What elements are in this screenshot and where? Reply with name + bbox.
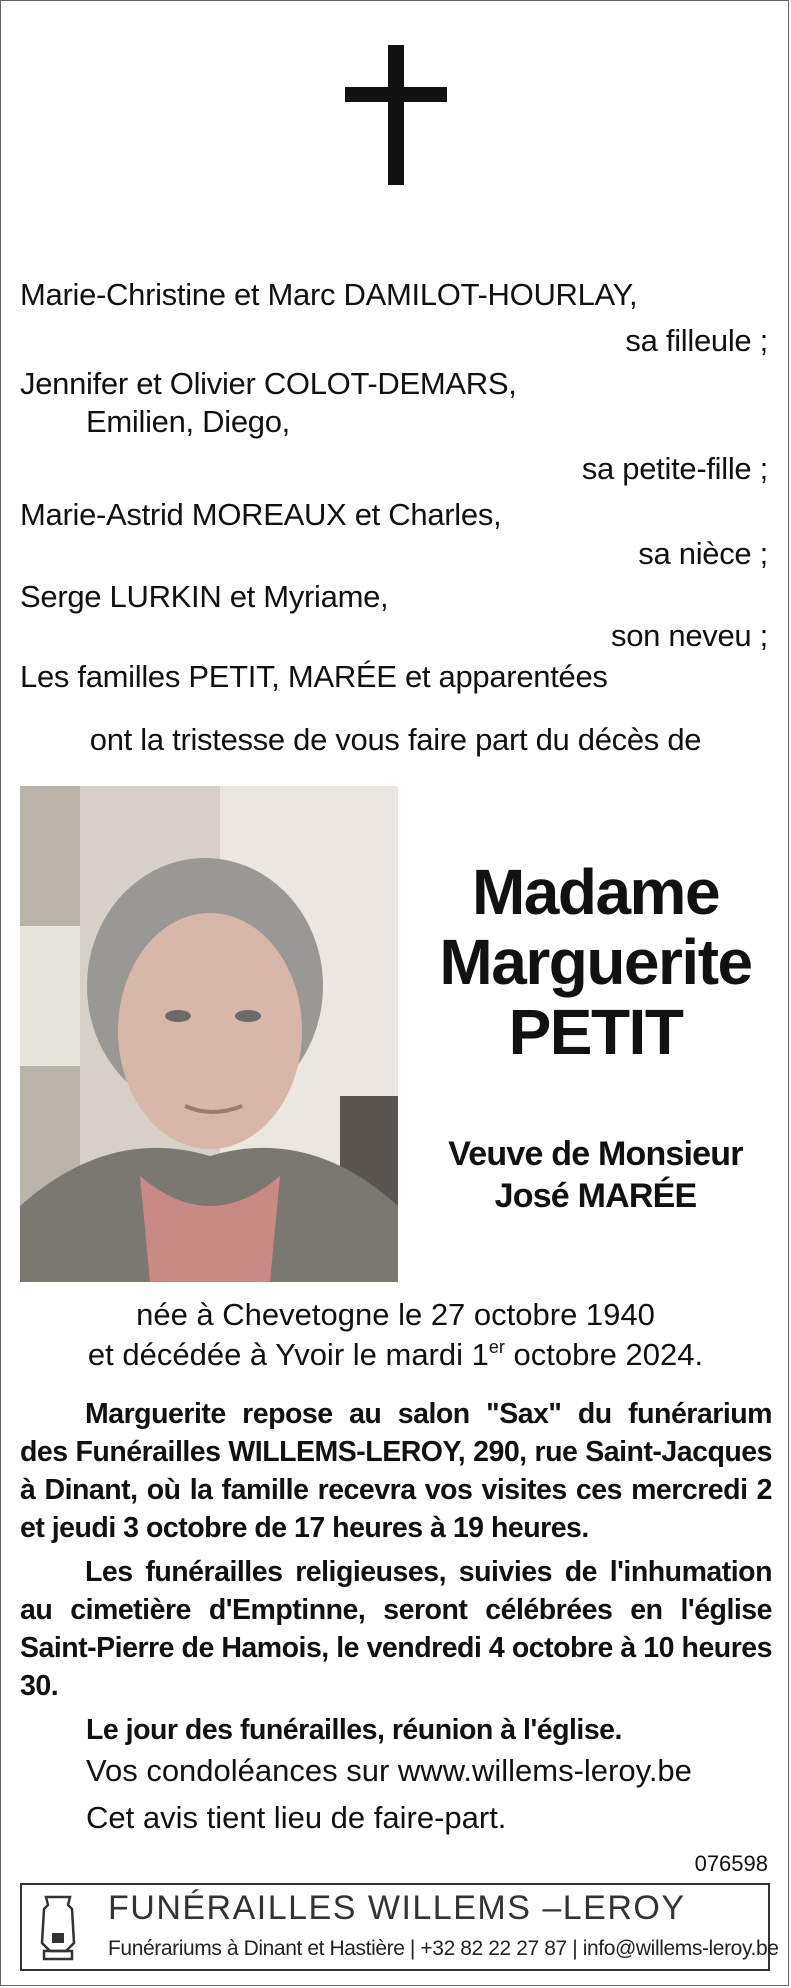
death-prefix: et décédée à Yvoir le mardi 1 [87, 1337, 489, 1372]
widow-of [401, 1133, 789, 1217]
widow-line-2: José MARÉE [494, 1177, 697, 1215]
family-line-1: Marie-Christine et Marc DAMILOT-HOURLAY, [20, 277, 638, 312]
deceased-title: Madame [471, 856, 720, 928]
family-line-4: Marie-Astrid MOREAUX et Charles, [20, 497, 502, 532]
relation-line-2: sa petite-fille ; [581, 451, 768, 486]
funeral-home-contact: Funérariums à Dinant et Hastière | +32 82 22 27 87 | info@willems-leroy.be [108, 1937, 779, 1960]
birth-line: née à Chevetogne le 27 octobre 1940 [136, 1297, 655, 1332]
dates-block [1, 1295, 789, 1375]
funeral-home-footer [20, 1883, 779, 1971]
notice-line: Cet avis tient lieu de faire-part. [86, 1800, 507, 1835]
death-line [1, 1335, 789, 1375]
portrait-image [20, 786, 398, 1282]
viewing-text: Marguerite repose au salon "Sax" du funérarium des Funérailles WILLEMS-LEROY, 290, rue Saint-Jacques à Dinant, où la famille recevra vos visites ces mercredi 2 et jeudi 3 octobre de 17 heures à 19 heures. [20, 1398, 772, 1544]
family-line-5: Serge LURKIN et Myriame, [20, 579, 389, 614]
viewing-paragraph [20, 1395, 772, 1547]
reunion-line: Le jour des funérailles, réunion à l'église. [86, 1714, 622, 1746]
death-suffix: octobre 2024. [504, 1337, 704, 1372]
family-line-6: Les familles PETIT, MARÉE et apparentées [20, 659, 608, 694]
funeral-text: Les funérailles religieuses, suivies de l'inhumation au cimetière d'Emptinne, seront célébrées en l'église Saint-Pierre de Hamois, le vendredi 4 octobre à 10 heures 30. [20, 1556, 772, 1702]
announcement: ont la tristesse de vous faire part du décès de [89, 722, 702, 757]
death-sup: er [488, 1337, 505, 1357]
relation-line-3: sa nièce ; [638, 536, 768, 571]
family-line-3: Emilien, Diego, [86, 404, 290, 439]
widow-line-1: Veuve de Monsieur [448, 1135, 743, 1173]
cross-icon [345, 45, 447, 185]
deceased-name [401, 857, 789, 1067]
funeral-home-brand: FUNÉRAILLES WILLEMS –LEROY [108, 1889, 686, 1927]
condolences-line: Vos condoléances sur www.willems-leroy.be [86, 1753, 692, 1788]
relation-line-4: son neveu ; [611, 618, 768, 653]
portrait-photo [20, 786, 398, 1282]
deceased-first-name: Marguerite [439, 926, 752, 998]
funeral-paragraph [20, 1553, 772, 1705]
urn-icon [36, 1893, 80, 1963]
family-line-2: Jennifer et Olivier COLOT-DEMARS, [20, 366, 517, 401]
reference-number: 076598 [694, 1851, 768, 1876]
relation-line-1: sa filleule ; [625, 323, 768, 358]
deceased-last-name: PETIT [508, 996, 683, 1068]
